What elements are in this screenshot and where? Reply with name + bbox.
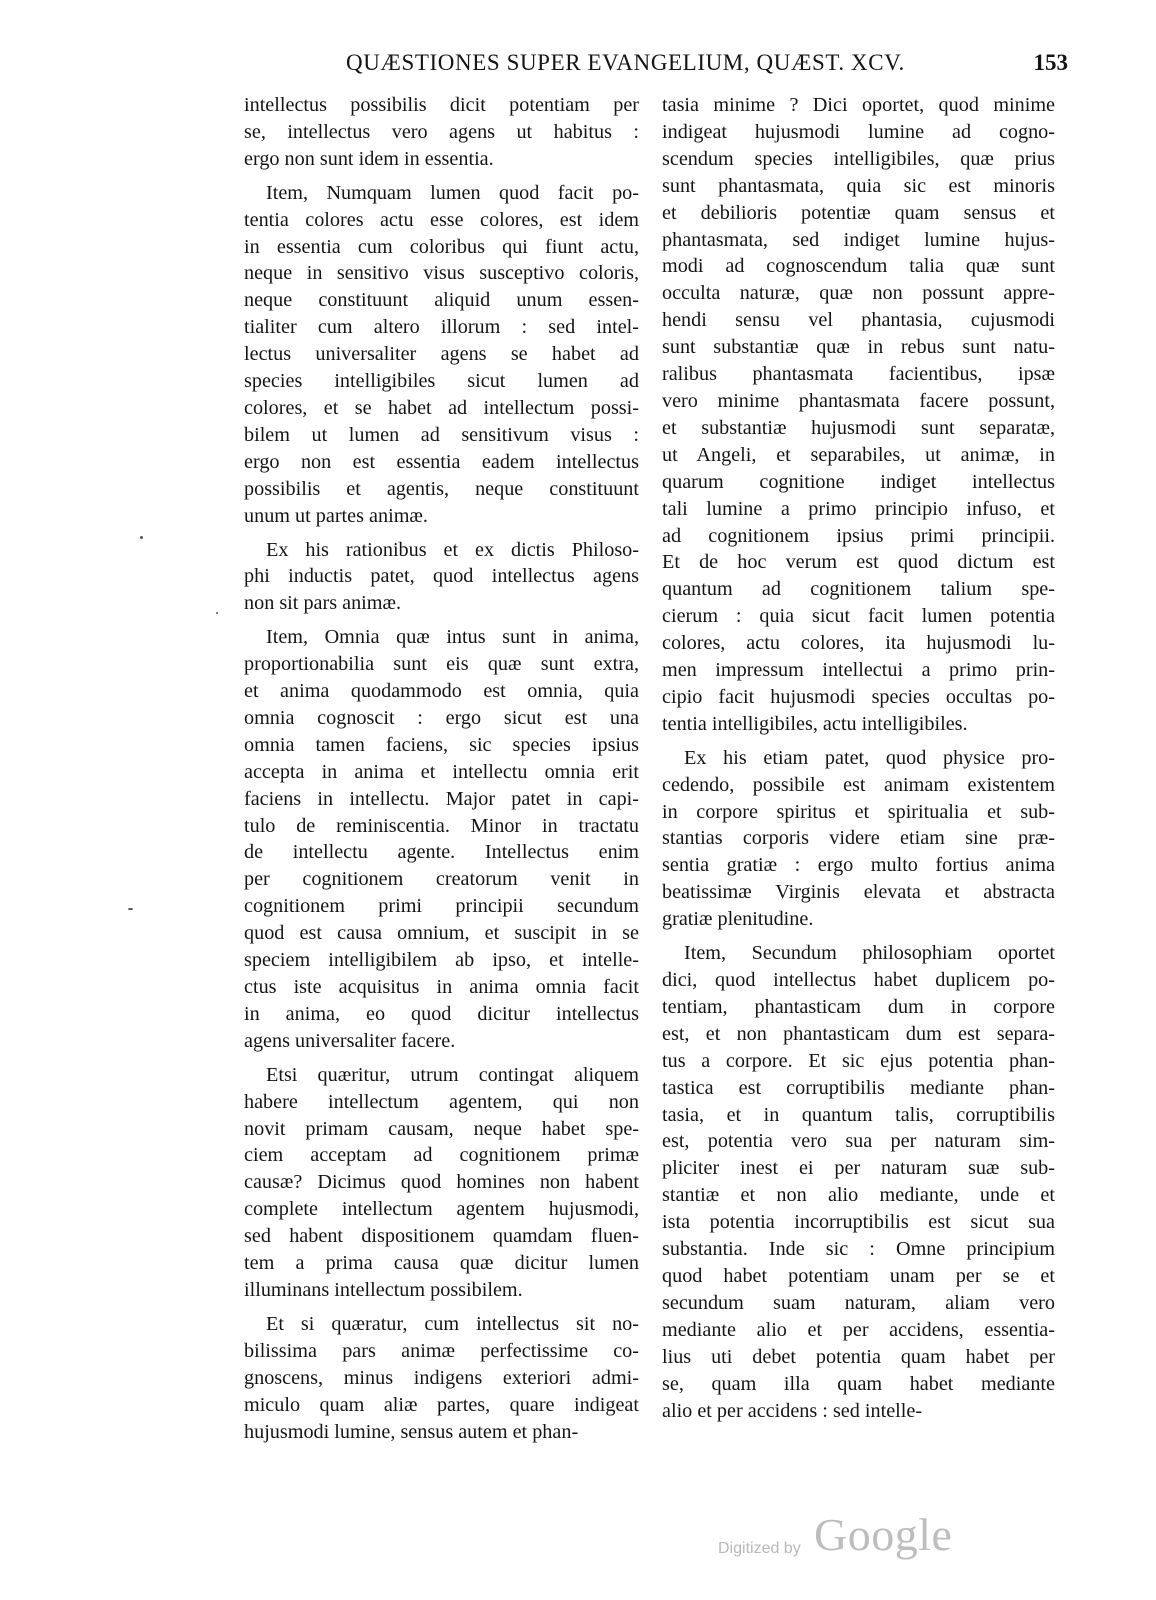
text-line: Item, Secundum philosophiam oportet <box>684 942 1055 965</box>
text-line: tus a corpore. Et sic ejus potentia phan- <box>662 1049 1055 1072</box>
text-line: tentia intelligibiles, actu intelligibiles. <box>662 712 968 735</box>
scan-speck <box>140 536 143 539</box>
text-line: quod est causa omnium, et suscipit in se <box>244 922 639 945</box>
text-line: mediante alio et per accidens, essentia- <box>662 1318 1055 1341</box>
text-line: tialiter cum altero illorum : sed intel- <box>244 316 639 339</box>
text-line: est, potentia vero sua per naturam sim- <box>662 1130 1055 1153</box>
text-line: quarum cognitione indiget intellectus <box>662 470 1055 493</box>
text-line: faciens in intellectu. Major patet in capi- <box>244 787 639 810</box>
text-line: neque constituunt aliquid unum essen- <box>244 289 639 312</box>
text-line: gnoscens, minus indigens exteriori admi- <box>244 1366 639 1389</box>
text-line: ad cognitionem ipsius primi principii. <box>662 524 1055 547</box>
text-line: gratiæ plenitudine. <box>662 908 814 931</box>
page-header <box>346 48 1068 84</box>
text-line: novit primam causam, neque habet spe- <box>244 1117 639 1140</box>
text-line: ralibus phantasmata facientibus, ipsæ <box>662 363 1055 386</box>
text-line: non sit pars animæ. <box>244 592 402 615</box>
paragraph <box>244 537 639 618</box>
text-line: et debilioris potentiæ quam sensus et <box>662 201 1055 224</box>
text-line: in essentia cum coloribus qui fiunt actu, <box>244 235 639 258</box>
text-line: sunt phantasmata, quia sic est minoris <box>662 174 1055 197</box>
text-line: colores, actu colores, ita hujusmodi lu- <box>662 632 1055 655</box>
text-line: tentiam, phantasticam dum in corpore <box>662 995 1055 1018</box>
text-line: se, quam illa quam habet mediante <box>662 1372 1055 1395</box>
text-line: Etsi quæritur, utrum contingat aliquem <box>266 1063 639 1086</box>
text-line: Et de hoc verum est quod dictum est <box>662 551 1055 574</box>
text-line: dici, quod intellectus habet duplicem po- <box>662 969 1055 991</box>
text-line: complete intellectum agentem hujusmodi, <box>244 1198 639 1221</box>
text-line: tastica est corruptibilis mediante phan- <box>662 1076 1055 1099</box>
text-line: cipio facit hujusmodi species occultas po- <box>662 685 1055 708</box>
text-line: scendum species intelligibiles, quæ prius <box>662 147 1055 170</box>
left-column <box>244 92 639 1452</box>
google-watermark <box>718 1508 958 1568</box>
text-line: miculo quam aliæ partes, quare indigeat <box>244 1393 639 1416</box>
text-line: quod habet potentiam unam per se et <box>662 1264 1055 1287</box>
text-line: cognitionem primi principii secundum <box>244 895 639 918</box>
text-line: alio et per accidens : sed intelle- <box>662 1399 923 1422</box>
text-line: accepta in anima et intellectu omnia erit <box>244 760 639 783</box>
text-line: secundum suam naturam, aliam vero <box>662 1291 1055 1314</box>
text-line: hendi sensu vel phantasia, cujusmodi <box>662 309 1055 332</box>
text-line: possibilis et agentis, neque constituunt <box>244 477 639 500</box>
text-line: ergo non sunt idem in essentia. <box>244 147 494 170</box>
scan-speck <box>128 908 133 910</box>
text-line: speciem intelligibilem ab ipso, et intelle- <box>244 949 639 972</box>
text-line: unum ut partes animæ. <box>244 504 428 527</box>
text-line: tem a prima causa quæ dicitur lumen <box>244 1252 639 1275</box>
text-line: Ex his rationibus et ex dictis Philoso- <box>266 538 639 561</box>
text-line: occulta naturæ, quæ non possunt appre- <box>662 282 1055 305</box>
text-line: sunt substantiæ quæ in rebus sunt natu- <box>662 336 1055 359</box>
text-line: stantiæ et non alio mediante, unde et <box>662 1184 1055 1207</box>
text-line: est, et non phantasticam dum est separa- <box>662 1022 1055 1045</box>
text-line: in anima, eo quod dicitur intellectus <box>244 1002 639 1025</box>
paragraph <box>662 745 1055 933</box>
text-line: ut Angeli, et separabiles, ut animæ, in <box>662 443 1055 466</box>
text-line: per cognitionem creatorum venit in <box>244 868 639 891</box>
text-line: substantia. Inde sic : Omne principium <box>662 1238 1055 1261</box>
paragraph <box>244 1311 639 1446</box>
text-line: illuminans intellectum possibilem. <box>244 1278 523 1301</box>
text-line: agens universaliter facere. <box>244 1029 456 1052</box>
text-line: quantum ad cognitionem talium spe- <box>662 578 1055 601</box>
text-line: ctus iste acquisitus in anima omnia facit <box>244 976 639 998</box>
text-line: sentia gratiæ : ergo multo fortius anima <box>662 854 1055 877</box>
text-line: Item, Numquam lumen quod facit po- <box>266 181 639 204</box>
text-line: tulo de reminiscentia. Minor in tractatu <box>244 814 639 837</box>
text-line: habere intellectum agentem, qui non <box>244 1090 639 1113</box>
text-line: neque in sensitivo visus susceptivo coloris, <box>244 262 639 285</box>
page-number: 153 <box>1033 50 1068 75</box>
text-line: sed habent dispositionem quamdam fluen- <box>244 1225 639 1248</box>
text-line: cedendo, possibile est animam existentem <box>662 773 1055 796</box>
right-column <box>662 92 1055 1431</box>
paragraph <box>662 940 1055 1424</box>
text-line: ergo non est essentia eadem intellectus <box>244 450 639 473</box>
paragraph <box>244 92 639 173</box>
text-line: beatissimæ Virginis elevata et abstracta <box>662 881 1055 904</box>
digitized-by-label: Digitized by <box>718 1540 801 1557</box>
scan-speck <box>216 612 218 614</box>
text-line: men impressum intellectui a primo prin- <box>662 659 1055 682</box>
text-line: se, intellectus vero agens ut habitus : <box>244 120 639 143</box>
text-line: tentia colores actu esse colores, est idem <box>244 208 639 231</box>
text-line: indigeat hujusmodi lumine ad cogno- <box>662 120 1055 143</box>
text-line: intellectus possibilis dicit potentiam per <box>244 94 639 116</box>
text-line: Ex his etiam patet, quod physice pro- <box>684 746 1055 769</box>
text-line: lectus universaliter agens se habet ad <box>244 343 639 366</box>
text-line: tasia minime ? Dici oportet, quod minime <box>662 94 1055 116</box>
text-line: et anima quodammodo est omnia, quia <box>244 680 639 703</box>
text-line: lius uti debet potentia quam habet per <box>662 1345 1055 1368</box>
text-line: bilissima pars animæ perfectissime co- <box>244 1339 639 1362</box>
text-line: cierum : quia sicut facit lumen potentia <box>662 605 1055 628</box>
text-line: hujusmodi lumine, sensus autem et phan- <box>244 1420 579 1443</box>
text-line: et substantiæ hujusmodi sunt separatæ, <box>662 416 1055 439</box>
text-line: pliciter inest ei per naturam suæ sub- <box>662 1157 1055 1180</box>
google-logo: Google <box>814 1509 953 1560</box>
text-line: modi ad cognoscendum talia quæ sunt <box>662 255 1055 278</box>
text-line: ista potentia incorruptibilis est sicut sua <box>662 1211 1055 1234</box>
text-line: omnia tamen faciens, sic species ipsius <box>244 733 639 756</box>
text-line: species intelligibiles sicut lumen ad <box>244 370 639 393</box>
text-line: proportionabilia sunt eis quæ sunt extra, <box>244 653 639 676</box>
text-line: stantias corporis videre etiam sine præ- <box>662 827 1055 850</box>
paragraph <box>244 624 639 1055</box>
text-line: phi inductis patet, quod intellectus agens <box>244 565 639 588</box>
text-line: de intellectu agente. Intellectus enim <box>244 841 639 864</box>
text-line: causæ? Dicimus quod homines non habent <box>244 1171 639 1194</box>
text-line: vero minime phantasmata facere possunt, <box>662 389 1055 412</box>
text-line: ciem acceptam ad cognitionem primæ <box>244 1144 639 1167</box>
running-title: QUÆSTIONES SUPER EVANGELIUM, QUÆST. XCV. <box>346 50 905 75</box>
paragraph <box>244 1062 639 1304</box>
text-line: Et si quæratur, cum intellectus sit no- <box>266 1312 639 1335</box>
text-line: bilem ut lumen ad sensitivum visus : <box>244 423 639 446</box>
text-line: Item, Omnia quæ intus sunt in anima, <box>266 626 639 649</box>
text-line: phantasmata, sed indiget lumine hujus- <box>662 228 1055 251</box>
text-line: tasia, et in quantum talis, corruptibilis <box>662 1103 1055 1126</box>
paragraph <box>662 92 1055 738</box>
text-line: colores, et se habet ad intellectum possi- <box>244 396 639 419</box>
paragraph <box>244 180 639 530</box>
text-line: omnia cognoscit : ergo sicut est una <box>244 706 639 729</box>
text-line: tali lumine a primo principio infuso, et <box>662 497 1055 520</box>
text-line: in corpore spiritus et spiritualia et sub- <box>662 800 1055 823</box>
